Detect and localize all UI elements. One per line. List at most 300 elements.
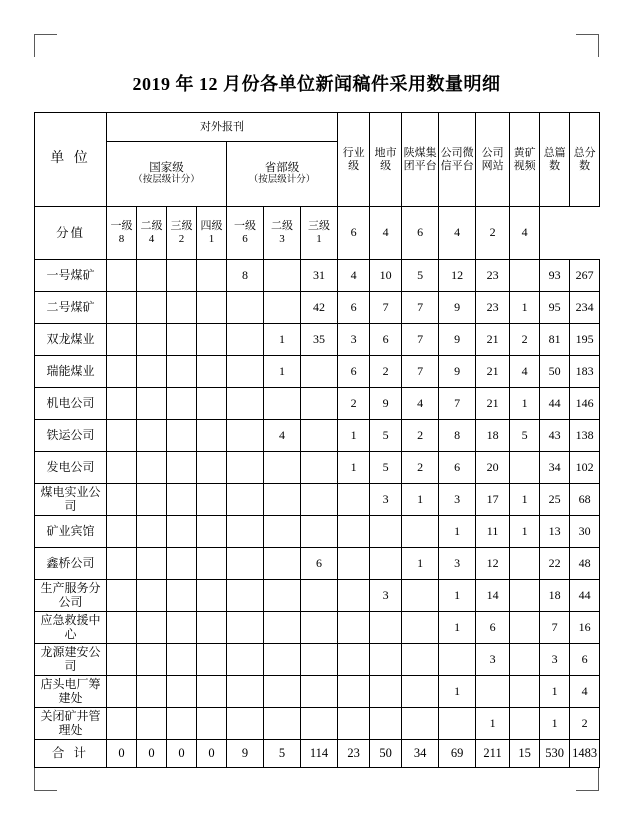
row-value-cell: [370, 516, 402, 548]
header-level-n4: [197, 207, 227, 260]
row-value-cell: 3: [540, 644, 570, 676]
row-value-cell: [107, 644, 137, 676]
row-value-cell: [227, 420, 264, 452]
row-value-cell: 6: [301, 548, 338, 580]
total-value-cell: 0: [167, 740, 197, 768]
total-value-cell: 114: [301, 740, 338, 768]
header-group-national-note: （按层级计分）: [133, 174, 200, 185]
row-value-cell: 25: [540, 484, 570, 516]
row-value-cell: [301, 388, 338, 420]
table-row: [35, 420, 600, 452]
row-unit-name: 生产服务分公司: [35, 580, 107, 612]
row-value-cell: 1: [476, 708, 510, 740]
row-value-cell: [439, 644, 476, 676]
row-value-cell: [227, 452, 264, 484]
row-value-cell: [338, 644, 370, 676]
row-value-cell: [227, 708, 264, 740]
row-value-cell: 6: [476, 612, 510, 644]
row-value-cell: [137, 484, 167, 516]
row-value-cell: [301, 708, 338, 740]
row-value-cell: 7: [402, 356, 439, 388]
row-value-cell: 9: [439, 292, 476, 324]
row-value-cell: [107, 580, 137, 612]
crop-mark-top-left: [34, 34, 57, 57]
row-value-cell: 68: [570, 484, 600, 516]
row-value-cell: [338, 580, 370, 612]
row-value-cell: 1: [510, 516, 540, 548]
header-group-provincial-label: 省部级: [264, 161, 300, 174]
row-value-cell: [510, 612, 540, 644]
header-level-n3-score: 2: [178, 233, 185, 245]
header-score-web: 2: [476, 207, 510, 260]
row-value-cell: [167, 708, 197, 740]
row-value-cell: 3: [439, 484, 476, 516]
row-value-cell: [167, 644, 197, 676]
row-value-cell: 3: [338, 324, 370, 356]
row-value-cell: 18: [540, 580, 570, 612]
row-value-cell: [227, 644, 264, 676]
header-score-local: 4: [370, 207, 402, 260]
row-value-cell: 6: [338, 292, 370, 324]
row-value-cell: [137, 548, 167, 580]
table-row: [35, 644, 600, 676]
row-value-cell: [402, 580, 439, 612]
row-value-cell: [137, 356, 167, 388]
row-value-cell: 17: [476, 484, 510, 516]
row-value-cell: 9: [439, 324, 476, 356]
row-value-cell: 7: [439, 388, 476, 420]
total-value-cell: 23: [338, 740, 370, 768]
header-level-n4-label: 四级: [200, 220, 223, 233]
table-row: [35, 292, 600, 324]
header-shanmei-group: 陕煤集团平台: [402, 113, 439, 207]
row-value-cell: 7: [402, 292, 439, 324]
row-value-cell: 7: [402, 324, 439, 356]
row-value-cell: [107, 324, 137, 356]
row-value-cell: [167, 420, 197, 452]
row-value-cell: [227, 516, 264, 548]
row-unit-name: 双龙煤业: [35, 324, 107, 356]
header-level-n2-score: 4: [148, 233, 155, 245]
row-value-cell: 1: [402, 484, 439, 516]
total-label: 合 计: [35, 740, 107, 768]
total-value-cell: 530: [540, 740, 570, 768]
row-value-cell: 1: [510, 388, 540, 420]
row-value-cell: [370, 676, 402, 708]
row-value-cell: 1: [540, 708, 570, 740]
row-value-cell: [264, 548, 301, 580]
row-value-cell: 1: [338, 420, 370, 452]
row-value-cell: [264, 292, 301, 324]
row-value-cell: [301, 452, 338, 484]
row-value-cell: [107, 676, 137, 708]
row-value-cell: [370, 548, 402, 580]
row-value-cell: [167, 356, 197, 388]
header-company-web: 公司网站: [476, 113, 510, 207]
row-value-cell: 1: [510, 292, 540, 324]
row-value-cell: [167, 548, 197, 580]
row-value-cell: [264, 612, 301, 644]
header-level-n1: [107, 207, 137, 260]
row-value-cell: [338, 612, 370, 644]
row-value-cell: [197, 292, 227, 324]
row-value-cell: 3: [476, 644, 510, 676]
news-statistics-table: [34, 112, 600, 768]
row-value-cell: [197, 260, 227, 292]
table-row: [35, 356, 600, 388]
row-value-cell: [510, 452, 540, 484]
row-value-cell: 23: [476, 260, 510, 292]
total-value-cell: 69: [439, 740, 476, 768]
header-group-national: [107, 142, 227, 207]
row-value-cell: [402, 516, 439, 548]
row-value-cell: [137, 708, 167, 740]
row-value-cell: [137, 292, 167, 324]
row-value-cell: [137, 644, 167, 676]
table-row: [35, 580, 600, 612]
row-value-cell: 1: [338, 452, 370, 484]
row-value-cell: [167, 612, 197, 644]
row-value-cell: [264, 708, 301, 740]
row-value-cell: 18: [476, 420, 510, 452]
row-value-cell: [107, 612, 137, 644]
row-value-cell: 4: [402, 388, 439, 420]
row-unit-name: 瑞能煤业: [35, 356, 107, 388]
row-value-cell: 1: [510, 484, 540, 516]
row-value-cell: 2: [510, 324, 540, 356]
row-value-cell: [107, 420, 137, 452]
row-unit-name: 一号煤矿: [35, 260, 107, 292]
row-value-cell: 1: [439, 612, 476, 644]
row-value-cell: 95: [540, 292, 570, 324]
row-value-cell: [301, 676, 338, 708]
row-value-cell: [167, 580, 197, 612]
row-value-cell: 21: [476, 324, 510, 356]
row-value-cell: 1: [540, 676, 570, 708]
header-level-n2: [137, 207, 167, 260]
row-value-cell: [301, 420, 338, 452]
row-value-cell: [264, 484, 301, 516]
row-value-cell: 42: [301, 292, 338, 324]
row-value-cell: 14: [476, 580, 510, 612]
row-value-cell: 30: [570, 516, 600, 548]
table-row: [35, 676, 600, 708]
row-value-cell: [107, 452, 137, 484]
row-value-cell: [137, 324, 167, 356]
row-value-cell: [264, 676, 301, 708]
header-score-industry: 6: [338, 207, 370, 260]
header-level-p2-score: 3: [279, 233, 285, 245]
row-value-cell: [137, 676, 167, 708]
header-industry: 行业级: [338, 113, 370, 207]
row-value-cell: [167, 260, 197, 292]
row-unit-name: 鑫桥公司: [35, 548, 107, 580]
row-value-cell: [301, 644, 338, 676]
row-unit-name: 煤电实业公司: [35, 484, 107, 516]
row-value-cell: [227, 612, 264, 644]
row-value-cell: 102: [570, 452, 600, 484]
row-value-cell: 43: [540, 420, 570, 452]
total-value-cell: 34: [402, 740, 439, 768]
header-level-p2: [264, 207, 301, 260]
header-level-p3-score: 1: [316, 233, 322, 245]
row-unit-name: 矿业宾馆: [35, 516, 107, 548]
row-value-cell: [197, 356, 227, 388]
row-value-cell: 1: [264, 356, 301, 388]
row-unit-name: 二号煤矿: [35, 292, 107, 324]
row-value-cell: [227, 356, 264, 388]
header-level-p3: [301, 207, 338, 260]
row-value-cell: [197, 452, 227, 484]
crop-mark-bottom-left: [34, 768, 57, 791]
header-score-shanmei: 6: [402, 207, 439, 260]
row-value-cell: 11: [476, 516, 510, 548]
row-value-cell: [167, 452, 197, 484]
row-value-cell: 4: [264, 420, 301, 452]
header-total-score: 总分数: [570, 113, 600, 207]
row-value-cell: [197, 420, 227, 452]
row-value-cell: [107, 292, 137, 324]
row-value-cell: [476, 676, 510, 708]
row-value-cell: [197, 516, 227, 548]
row-unit-name: 应急救援中心: [35, 612, 107, 644]
row-value-cell: [137, 516, 167, 548]
row-value-cell: [510, 644, 540, 676]
row-value-cell: [264, 388, 301, 420]
row-value-cell: [370, 644, 402, 676]
row-value-cell: 13: [540, 516, 570, 548]
row-value-cell: 5: [510, 420, 540, 452]
row-value-cell: [227, 484, 264, 516]
row-value-cell: [510, 676, 540, 708]
row-value-cell: [167, 484, 197, 516]
row-value-cell: [227, 580, 264, 612]
row-value-cell: [107, 356, 137, 388]
row-unit-name: 店头电厂筹建处: [35, 676, 107, 708]
row-value-cell: 5: [370, 452, 402, 484]
header-level-n3-label: 三级: [170, 220, 193, 233]
header-row-1: [35, 113, 600, 142]
row-value-cell: 3: [439, 548, 476, 580]
row-value-cell: 1: [439, 676, 476, 708]
row-value-cell: 81: [540, 324, 570, 356]
row-unit-name: 龙源建安公司: [35, 644, 107, 676]
header-level-p1-label: 一级: [234, 220, 256, 233]
row-value-cell: 2: [570, 708, 600, 740]
header-level-p1-score: 6: [242, 233, 248, 245]
header-level-p1: [227, 207, 264, 260]
row-value-cell: 50: [540, 356, 570, 388]
row-value-cell: [370, 708, 402, 740]
header-level-n3: [167, 207, 197, 260]
total-value-cell: 0: [137, 740, 167, 768]
row-value-cell: 1: [439, 516, 476, 548]
header-group-provincial-note: （按层级计分）: [248, 174, 316, 185]
row-value-cell: 44: [570, 580, 600, 612]
row-value-cell: 21: [476, 356, 510, 388]
row-value-cell: [301, 516, 338, 548]
row-value-cell: 20: [476, 452, 510, 484]
row-value-cell: [264, 452, 301, 484]
row-value-cell: [402, 708, 439, 740]
table-row: [35, 452, 600, 484]
header-unit: 单 位: [35, 113, 107, 207]
header-level-n4-score: 1: [208, 233, 215, 245]
row-value-cell: [197, 580, 227, 612]
row-value-cell: 4: [510, 356, 540, 388]
row-value-cell: 8: [227, 260, 264, 292]
row-value-cell: 1: [264, 324, 301, 356]
total-value-cell: 5: [264, 740, 301, 768]
row-value-cell: [301, 580, 338, 612]
header-group-provincial: [227, 142, 338, 207]
row-value-cell: 23: [476, 292, 510, 324]
row-value-cell: 7: [370, 292, 402, 324]
header-level-p3-label: 三级: [308, 220, 331, 233]
row-value-cell: [107, 548, 137, 580]
table-row: [35, 708, 600, 740]
table-row: [35, 260, 600, 292]
header-score-wechat: 4: [439, 207, 476, 260]
row-value-cell: [167, 292, 197, 324]
row-value-cell: [107, 708, 137, 740]
row-value-cell: [227, 388, 264, 420]
row-value-cell: 7: [540, 612, 570, 644]
row-value-cell: [402, 676, 439, 708]
row-value-cell: 3: [370, 580, 402, 612]
row-value-cell: [227, 324, 264, 356]
row-value-cell: [338, 708, 370, 740]
row-value-cell: 2: [402, 452, 439, 484]
row-value-cell: 93: [540, 260, 570, 292]
crop-mark-top-right: [576, 34, 599, 57]
row-value-cell: [227, 292, 264, 324]
row-value-cell: [370, 612, 402, 644]
table-row: [35, 516, 600, 548]
row-value-cell: [338, 676, 370, 708]
row-value-cell: [137, 420, 167, 452]
row-value-cell: [167, 388, 197, 420]
row-value-cell: [197, 676, 227, 708]
header-company-wechat: 公司微信平台: [439, 113, 476, 207]
table-row: [35, 548, 600, 580]
row-value-cell: 6: [338, 356, 370, 388]
row-value-cell: [510, 708, 540, 740]
row-value-cell: 3: [370, 484, 402, 516]
page-title: 2019 年 12 月份各单位新闻稿件采用数量明细: [132, 74, 501, 94]
row-value-cell: [510, 580, 540, 612]
crop-mark-bottom-right: [576, 768, 599, 791]
total-value-cell: 50: [370, 740, 402, 768]
header-local: 地市级: [370, 113, 402, 207]
row-value-cell: 5: [370, 420, 402, 452]
row-value-cell: [510, 548, 540, 580]
row-value-cell: [264, 516, 301, 548]
row-value-cell: [197, 324, 227, 356]
row-value-cell: [227, 676, 264, 708]
row-value-cell: [137, 612, 167, 644]
row-value-cell: [197, 484, 227, 516]
row-value-cell: [402, 612, 439, 644]
header-level-p2-label: 二级: [271, 220, 293, 233]
header-score-video: 4: [510, 207, 540, 260]
row-value-cell: 146: [570, 388, 600, 420]
row-value-cell: 12: [439, 260, 476, 292]
row-value-cell: [107, 484, 137, 516]
table-row: [35, 484, 600, 516]
row-value-cell: [167, 676, 197, 708]
total-value-cell: 15: [510, 740, 540, 768]
row-value-cell: [510, 260, 540, 292]
row-value-cell: [402, 644, 439, 676]
row-value-cell: 2: [370, 356, 402, 388]
header-huangkuang-video: 黄矿视频: [510, 113, 540, 207]
row-value-cell: [301, 356, 338, 388]
row-value-cell: 138: [570, 420, 600, 452]
row-value-cell: 1: [402, 548, 439, 580]
header-level-n1-score: 8: [118, 233, 125, 245]
row-value-cell: 234: [570, 292, 600, 324]
row-value-cell: 2: [402, 420, 439, 452]
row-value-cell: 6: [570, 644, 600, 676]
row-value-cell: [264, 580, 301, 612]
total-value-cell: 211: [476, 740, 510, 768]
header-group-national-label: 国家级: [149, 161, 184, 174]
row-value-cell: [197, 612, 227, 644]
row-unit-name: 铁运公司: [35, 420, 107, 452]
row-value-cell: [107, 516, 137, 548]
row-value-cell: [264, 260, 301, 292]
row-value-cell: [107, 388, 137, 420]
row-value-cell: [167, 516, 197, 548]
row-unit-name: 关闭矿井管理处: [35, 708, 107, 740]
table-body: [35, 113, 600, 768]
row-value-cell: 195: [570, 324, 600, 356]
table-row: [35, 612, 600, 644]
row-value-cell: 267: [570, 260, 600, 292]
row-value-cell: [439, 708, 476, 740]
row-value-cell: [301, 484, 338, 516]
row-value-cell: [167, 324, 197, 356]
row-unit-name: 机电公司: [35, 388, 107, 420]
row-value-cell: 22: [540, 548, 570, 580]
row-value-cell: 6: [439, 452, 476, 484]
row-value-cell: [137, 260, 167, 292]
row-unit-name: 发电公司: [35, 452, 107, 484]
row-value-cell: [338, 484, 370, 516]
row-value-cell: 2: [338, 388, 370, 420]
row-value-cell: 10: [370, 260, 402, 292]
row-value-cell: [137, 452, 167, 484]
row-value-cell: 1: [439, 580, 476, 612]
row-value-cell: 34: [540, 452, 570, 484]
row-value-cell: 9: [439, 356, 476, 388]
header-score-label: 分值: [35, 207, 107, 260]
row-value-cell: 4: [338, 260, 370, 292]
row-value-cell: [264, 644, 301, 676]
row-value-cell: 21: [476, 388, 510, 420]
header-row-3: [35, 207, 600, 260]
row-value-cell: 4: [570, 676, 600, 708]
row-value-cell: 6: [370, 324, 402, 356]
table-total-row: [35, 740, 600, 768]
row-value-cell: [137, 580, 167, 612]
row-value-cell: 9: [370, 388, 402, 420]
row-value-cell: 5: [402, 260, 439, 292]
header-total-articles: 总篇数: [540, 113, 570, 207]
total-value-cell: 0: [197, 740, 227, 768]
total-value-cell: 9: [227, 740, 264, 768]
